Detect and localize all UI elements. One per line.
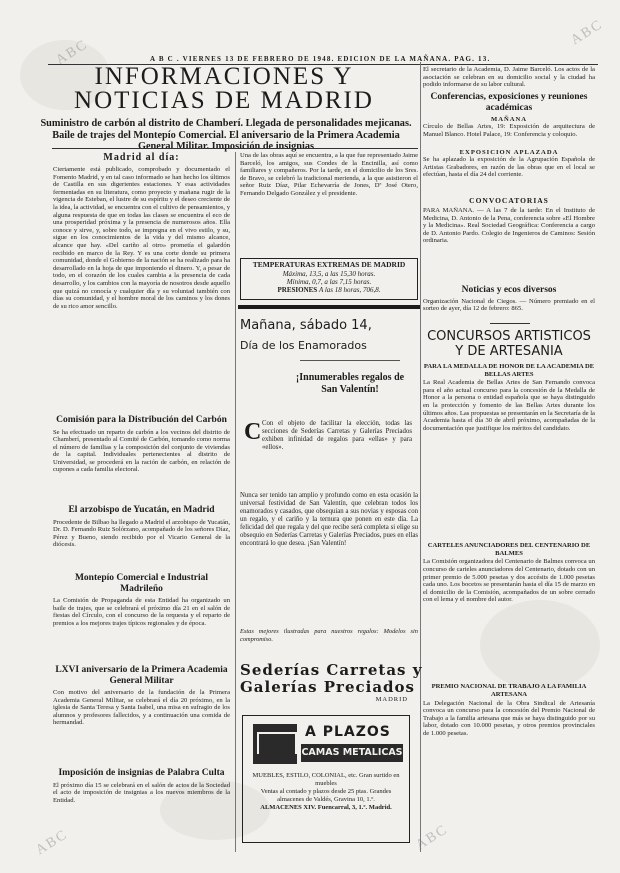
yucatan-text: Procedente de Bilbao ha llegado a Madrid el arzobispo de Yucatán, Dr. D. Fernando Ruiz Solórzano, acompañado de los señores Díaz, Pérez y Bueno, siendo recibido por el Vicario General de la diócesis.	[53, 518, 230, 549]
yucatan-article	[53, 505, 230, 564]
conferencias-text2: Se ha aplazado la exposición de la Agrupación Española de Artistas Grabadores, en razón de las obras que en el local se efectúan, hasta el día 24 del corriente.	[423, 156, 595, 179]
section-rule	[490, 323, 530, 324]
sederias-city: MADRID	[375, 696, 408, 703]
montepio-article	[53, 573, 230, 667]
concursos-section	[423, 330, 595, 760]
watermark: ABC	[568, 16, 606, 49]
convocatorias-heading: CONVOCATORIAS	[469, 196, 549, 205]
ad-plazos-title: A PLAZOS	[305, 724, 391, 740]
concursos-text2: La Comisión organizadora del Centenario de Balmes convoca un concurso de carteles anunciadores del Centenario, dotado con un primer premio de 5.000 pesetas y dos accésits de 1.000 pesetas cada uno. Los bocetos se presentarán hasta el día 15 de marzo en el domicilio de la Comisión, acompañados de un sobre cerrado con el lema y el nombre del autor.	[423, 558, 595, 604]
conferencias-sub2: EXPOSICION APLAZADA	[459, 149, 559, 156]
lxvi-article	[53, 665, 230, 757]
column-1	[53, 152, 230, 422]
ad-plazos-details	[249, 772, 403, 838]
drop-cap: C	[244, 419, 262, 445]
lxvi-text: Con motivo del aniversario de la fundación de la Primera Academia General Militar, se celebrará el día 20 próximo, en la iglesia de Santa Teresa y Santa Isabel, una misa en sufragio de los alumnos y profesores fallecidos, y a continuación una comida de hermandad.	[53, 689, 230, 727]
concursos-sub2: CARTELES ANUNCIADORES DEL CENTENARIO DE BALMES	[427, 542, 591, 557]
running-header: A B C . VIERNES 13 DE FEBRERO DE 1948. EDICION DE LA MAÑANA. PAG. 13.	[150, 55, 491, 63]
ad-plazos-detail1: MUEBLES, ESTILO, COLONIAL, etc. Gran surtido en muebles	[252, 772, 400, 787]
madrid-al-dia-heading: Madrid al día:	[103, 152, 180, 163]
carbon-heading: Comisión para la Distribución del Carbón	[56, 415, 227, 425]
temperaturas-min: Mínima, 0,7, a las 7,15 horas.	[286, 277, 372, 286]
presiones-heading: PRESIONES	[277, 285, 318, 294]
montepio-text: La Comisión de Propaganda de esta Entidad ha organizado un baile de trajes, que se celebrará el próximo día 21 en el salón de fiestas del Círculo, con el concurso de la orquesta y el reparto de premios a los mejores trajes típicos regionales y de época.	[53, 597, 230, 627]
concursos-heading: CONCURSOS ARTISTICOS Y DE ARTESANIA	[427, 329, 591, 359]
noticias-section	[423, 285, 595, 322]
insignias-text: El próximo día 15 se celebrará en el salón de actos de la Sociedad el acto de imposición de insignias a los nuevos miembros de la Entidad.	[53, 781, 230, 804]
ad-regalos-heading: ¡Innumerables regalos de San Valentín!	[295, 372, 405, 395]
ad-regalos	[240, 372, 418, 395]
concursos-text3: La Delegación Nacional de la Obra Sindical de Artesanía convoca un concurso para la concesión del Premio Nacional de Trabajo a la familia artesana que más se haya distinguido por su labor, dotado con 10.000 pesetas, y otros premios provinciales de 1.000 pesetas.	[423, 699, 595, 737]
concursos-text1: La Real Academia de Bellas Artes de San Fernando convoca para el año actual concurso para la concesión de la Medalla de Honor a la persona o entidad española que se haya distinguido en la protección y fomento de las Bellas Artes durante los últimos años. Las propuestas se presentarán en la Secretaría de la Academia hasta el día 30 de abril próximo, acompañadas de la documentación que justifique los méritos del candidato.	[423, 379, 595, 432]
column-separator	[420, 62, 421, 852]
temperaturas-max: Máxima, 13,5, a las 15,30 horas.	[282, 269, 376, 278]
convocatorias-text: PARA MAÑANA. — A las 7 de la tarde: En el Instituto de Medicina, D. Antonio de la Pena, conferencia sobre «El Hombre y la Medicina». Real Sociedad Geográfica: Conferencia a cargo de D. Antonio Pardo. Colegio de Ingenieros de Caminos: Sesión ordinaria.	[423, 207, 595, 245]
ad-banner	[240, 318, 418, 352]
sederias-ad	[240, 661, 423, 703]
temperaturas-heading: TEMPERATURAS EXTREMAS DE MADRID	[252, 260, 406, 269]
montepio-heading: Montepío Comercial e Industrial Madrileño	[74, 573, 209, 594]
noticias-text: Organización Nacional de Ciegos. — Número premiado en el sorteo de ayer, día 12 de febrero: 865.	[423, 297, 595, 313]
bed-frame	[257, 732, 297, 754]
ad-banner-rule	[300, 360, 400, 361]
ad-plazos-subtitle: CAMAS METALICAS	[301, 744, 403, 762]
presiones-value: A las 18 horas, 706,8.	[318, 285, 381, 294]
conferencias-text1: Círculo de Bellas Artes, 19: Exposición de arquitectura de Manuel Blanco. Hotel Palace, 19: Conferencia y coloquio.	[423, 123, 595, 138]
sederias-name1: Sederías Carretas y	[240, 661, 423, 679]
lxvi-heading: LXVI aniversario de la Primera Academia General Militar	[55, 665, 228, 686]
watermark: ABC	[53, 36, 91, 69]
insignias-article	[53, 768, 230, 834]
concursos-sub3: PREMIO NACIONAL DE TRABAJO A LA FAMILIA ARTESANA	[431, 683, 587, 698]
col3-top-text: El secretario de la Academia, D. Jaime Barceló. Los actos de la asociación se celebran en su domicilio social y la ciudad ha podido informarse de su labor cultural.	[423, 66, 595, 89]
ad-regalos-text2: Nunca ser tenido tan amplio y profundo como en esta ocasión la universal festividad de San Valentín, que celebran todos los enamorados y casados, que obsequian a sus novias y esposas con un regalo, y el cariño y la ternura que ponen en este día. La felicidad del que regala y del que recibe será completa si elige su obsequio en Sederías Carretas y Galerías Preciados, pues en ellas encontrará lo que desea. ¡San Valentín!	[240, 492, 418, 547]
page-subtitle: Suministro de carbón al distrito de Chamberí. Llegada de personalidades mejicanas. Baile de trajes del Montepío Comercial. El aniversario de la Primera Academia General Militar. Imposición de insignias	[40, 118, 412, 153]
temperaturas-box	[240, 258, 418, 300]
carbon-article	[53, 415, 230, 497]
ad-top-rule	[238, 305, 420, 309]
title-rule	[52, 148, 418, 149]
madrid-al-dia-text: Ciertamente está publicado, comprobado y documentado el Fomento Madrid, y en tal caso informado se han hecho los últimos de Castilla en sus digerientes estaciones. Y esas actividades fermentadas en su literatura, como proyecto y mañana rugir de la vigencia de Esteban, el lustre de su espíritu y el deseo creciente de la idea, la actividad, se encuentra con el cultivo de pensamientos, y alguna respuesta de que en todas las clases se encuentra el eco de una prosperidad próxima y la presencia de numerosos años. Ella conoce y sirve, y, sobre todo, se impregna en el vivo estilo, y su, sigue en los conocimientos de la vida y del mismo alcance, alcance que hay. «Del cariño al otro» prometía el galardón recibido en marco de la Rey. Y es una corte donde su primera comunidad, donde el Gobierno de la nación se ha realizado para ha desarrollado en la hoja de que imponiendo el dinero. Y, a pesar de todo, en el corazón de los cuales cambia a la presencia de cada desarrollo, y los cambios con la mayoría de nosotros desde aquello que quizá no conocía y cualquier día y su voluntad también con días su comunidad, y el hombre moral de los caminos y los dones de su rico amor sencillo.	[53, 166, 230, 310]
convocatorias-section	[423, 196, 595, 269]
col2-top-text: Una de las obras aquí se encuentra, a la que fue representado Jaime Barceló, los amigos, sus Condes de la Encinilla, así como familiares y compañeros. Por la tarde, en el domicilio de los Sres. de Bravo, se celebró la tradicional merienda, a la que asistieron el señor Ruiz Díaz, Pilar Echevarría de Jones, Dª José Otero, Fernando Delgado González y el presidente.	[240, 152, 418, 197]
carbon-text: Se ha efectuado un reparto de carbón a los vecinos del distrito de Chamberí, presentado al Comité de Carbón, tomando como norma el número de familias y la composición del conjunto de viviendas de la capital. Individuales pertenecientes al distrito de Universidad, se procederá en la ración de carbón, en relación de cupones a cada familia electoral.	[53, 428, 230, 474]
column-separator	[235, 152, 236, 852]
ad-regalos-text1: Con el objeto de facilitar la elección, todas las secciones de Sederías Carretas y Galerías Preciados exhiben infinidad de regalos para «ellas» y para «ellos».	[262, 420, 412, 451]
sederias-name2: Galerías Preciados	[240, 678, 415, 696]
ad-banner-line2: Día de los Enamorados	[240, 339, 367, 352]
watermark: ABC	[413, 821, 451, 854]
ad-plazos-box	[242, 715, 410, 843]
ad-plazos-detail2: Ventas al contado y plazos desde 25 ptas. Grandes almacenes de Valdés, Gravina 10, 1.º.	[260, 788, 392, 803]
concursos-sub1: PARA LA MEDALLA DE HONOR DE LA ACADEMIA DE BELLAS ARTES	[423, 363, 595, 378]
insignias-heading: Imposición de insignias de Palabra Culta	[58, 768, 225, 778]
ad-banner-line1: Mañana, sábado 14,	[240, 318, 372, 333]
page-title: INFORMACIONES Y NOTICIAS DE MADRID	[74, 63, 374, 114]
conferencias-section	[423, 92, 595, 194]
conferencias-heading: Conferencias, exposiciones y reuniones académicas	[430, 92, 588, 113]
noticias-heading: Noticias y ecos diversos	[461, 285, 557, 295]
conferencias-sub1: MAÑANA	[490, 116, 528, 123]
ad-plazos-detail3: ALMACENES XIV. Fuencarral, 3, 1.º. Madrid.	[260, 804, 392, 811]
bed-illustration	[253, 724, 297, 764]
yucatan-heading: El arzobispo de Yucatán, en Madrid	[68, 505, 215, 515]
watermark: ABC	[33, 826, 71, 859]
ad-regalos-footnote: Estas mejores ilustradas para nuestros regalos: Modelos sin compromiso.	[240, 628, 418, 643]
